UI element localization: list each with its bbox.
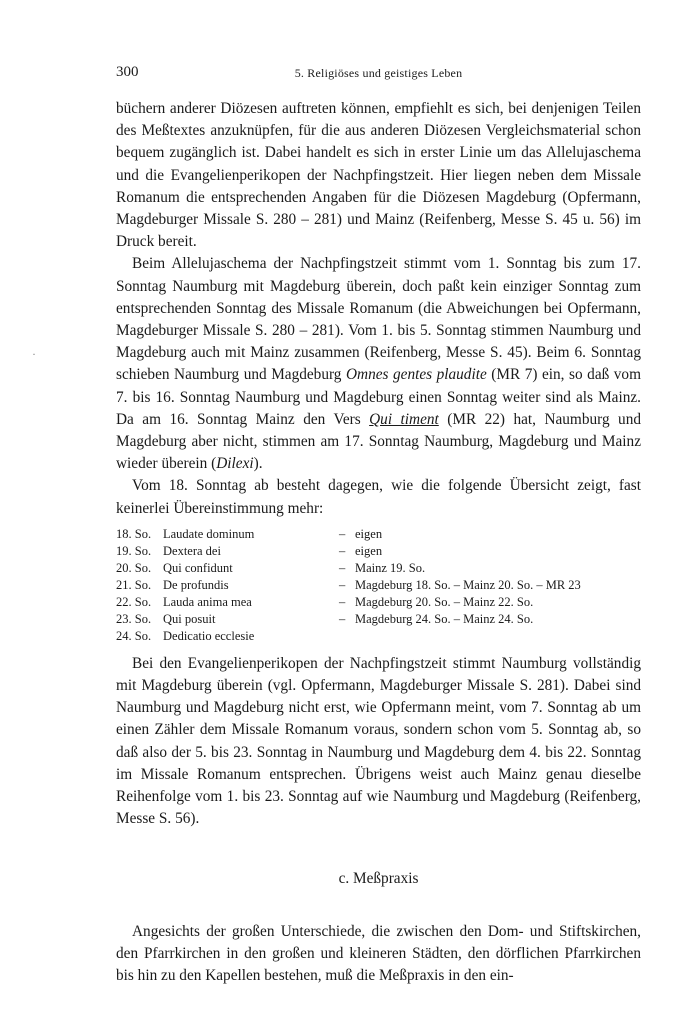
correspondence: eigen [355,526,383,541]
alleluia-verse: Dextera dei [163,543,221,558]
stray-mark: · [32,347,36,361]
sunday-number: 23. So. [116,611,152,626]
text-run: (MR 7) ein, so daß vom 7. bis 16. Sonntag Naumburg und Magdeburg einen Sonntag weiter sind als Mainz. Da am 16. Sonntag Mainz den Vers [116,366,641,428]
correspondence: Magdeburg 20. So. – Mainz 22. So. [355,594,534,609]
text-run: (MR 22) hat, Naumburg und Magdeburg aber nicht, stimmen am 17. Sonntag Naumburg, Magdeburg und Mainz wieder überein ( [116,410,641,473]
concordance-body [116,526,581,645]
alleluia-verse: Laudate dominum [163,526,255,541]
dash: – [339,526,346,541]
italic-term-dilexi: Dilexi [216,455,254,473]
sunday-number: 21. So. [116,577,152,592]
sunday-number: 20. So. [116,560,152,575]
dash: – [339,611,346,626]
italic-term-qui-timent: Qui timent [369,410,439,428]
section-heading: c. Meßpraxis [338,870,419,888]
correspondence: eigen [355,543,383,558]
sunday-number: 19. So. [116,543,152,558]
alleluia-verse: Qui posuit [163,611,216,626]
table-row [116,594,581,611]
alleluia-verse: Qui confidunt [163,560,233,575]
running-head: 5. Religiöses und geistiges Leben [294,66,463,80]
correspondence: Magdeburg 18. So. – Mainz 20. So. – MR 23 [355,577,581,592]
paragraph-2 [116,253,641,475]
table-row [116,611,581,628]
alleluia-verse: De profundis [163,577,229,592]
dash: – [339,594,346,609]
dash [339,628,355,645]
paragraph-5: Angesichts der großen Unterschiede, die zwischen den Dom- und Stiftskirchen, den Pfarrkirchen in den großen und kleineren Städten, den dörflichen Pfarrkirchen bis hin zu den Kapellen bestehen, muß die Meßpraxis in den ein- [116,922,641,985]
table-row [116,543,581,560]
table-row [116,560,581,577]
sunday-number: 22. So. [116,594,152,609]
table-row [116,628,581,645]
alleluia-verse: Lauda anima mea [163,594,252,609]
dash: – [339,543,346,558]
paragraph-1: büchern anderer Diözesen auftreten können, empfiehlt es sich, bei denjenigen Teilen des Meßtextes anzuknüpfen, für die aus anderen Diözesen Vergleichsmaterial schon bequem zugänglich ist. Dabei handelt es sich in erster Linie um das Allelujaschema und die Evangelienperikopen der Nachpfingstzeit. Hier liegen neben dem Missale Romanum die entsprechenden Angaben für die Diözesen Magdeburg (Opfermann, Magdeburger Missale S. 280 – 281) und Mainz (Reifenberg, Messe S. 45 u. 56) im Druck bereit. [116,100,641,251]
table-row [116,577,581,594]
paragraph-4: Bei den Evangelienperikopen der Nachpfingstzeit stimmt Naumburg vollständig mit Magdeburg überein (vgl. Opfermann, Magdeburger Missale S. 281). Dabei sind Naumburg und Magdeburg nicht erst, wie Opfermann meint, vom 7. Sonntag ab um einen Zähler dem Missale Romanum voraus, sondern schon vom 5. Sonntag ab, so daß also der 5. bis 23. Sonntag in Naumburg und Magdeburg dem 4. bis 22. Sonntag im Missale Romanum entsprechen. Übrigens weist auch Mainz genau dieselbe Reihenfolge vom 1. bis 23. Sonntag auf wie Naumburg und Magdeburg (Reifenberg, Messe S. 56). [116,654,641,828]
table-row [116,526,581,543]
dash: – [339,560,346,575]
alleluia-verse: Dedicatio ecclesie [163,628,255,643]
body-text [116,98,641,987]
page-number: 300 [116,64,139,80]
dash: – [339,577,346,592]
correspondence [355,628,581,645]
sunday-concordance-table [116,526,581,645]
page-header [116,64,641,84]
italic-term-omnes-gentes: Omnes gentes plaudite [345,366,487,384]
correspondence: Mainz 19. So. [355,560,426,575]
correspondence: Magdeburg 24. So. – Mainz 24. So. [355,611,534,626]
text-run: Beim Allelujaschema der Nachpfingstzeit stimmt vom 1. Sonntag bis zum 17. Sonntag Naumburg mit Magdeburg überein, doch paßt kein einziger Sonntag zum entsprechenden Sonntag des Missale Romanum (die Abweichungen bei Opfermann, Magdeburger Missale S. 280 – 281). Vom 1. bis 5. Sonntag stimmen Naumburg und Magdeburg auch mit Mainz zusammen (Reifenberg, Messe S. 45). Beim 6. Sonntag schieben Naumburg und Magdeburg [116,255,641,384]
sunday-number: 18. So. [116,526,152,541]
paragraph-3: Vom 18. Sonntag ab besteht dagegen, wie die folgende Übersicht zeigt, fast keinerlei Übereinstimmung mehr: [116,477,641,517]
text-run: ). [253,455,263,473]
sunday-number: 24. So. [116,628,152,643]
